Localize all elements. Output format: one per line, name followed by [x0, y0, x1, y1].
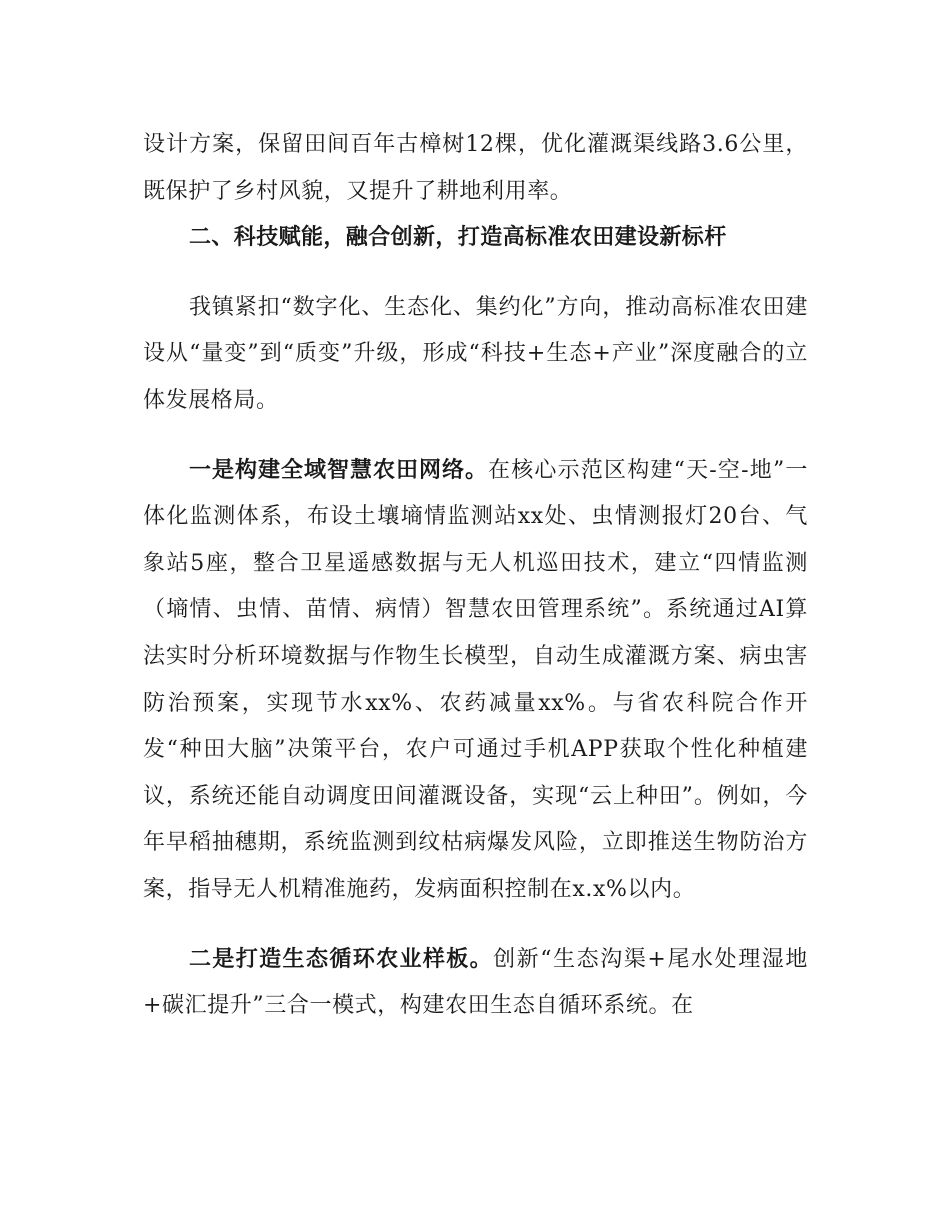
document-page: [143, 122, 808, 1030]
point-one-body: 在核心示范区构建“天-空-地”一体化监测体系，布设土壤墒情监测站xx处、虫情测报灯20台、气象站5座，整合卫星遥感数据与无人机巡田技术，建立“四情监测（墒情、虫情、苗情、病情）智慧农田管理系统”。系统通过AI算法实时分析环境数据与作物生长模型，自动生成灌溉方案、病虫害防治预案，实现节水xx%、农药减量xx%。与省农科院合作开发“种田大脑”决策平台，农户可通过手机APP获取个性化种植建议，系统还能自动调度田间灌溉设备，实现“云上种田”。例如，今年早稻抽穗期，系统监测到纹枯病爆发风险，立即推送生物防治方案，指导无人机精准施药，发病面积控制在x.x%以内。: [143, 457, 808, 902]
intro-paragraph: 我镇紧扣“数字化、生态化、集约化”方向，推动高标准农田建设从“量变”到“质变”升级，形成“科技+生态+产业”深度融合的立体发展格局。: [143, 294, 808, 413]
point-two-paragraph: [143, 937, 808, 1030]
point-two-body: 创新“生态沟渠+尾水处理湿地+碳汇提升”三合一模式，构建农田生态自循环系统。在: [143, 946, 808, 1019]
point-two-lead: 二是打造生态循环农业样板。: [189, 946, 494, 972]
point-one-lead: 一是构建全域智慧农田网络。: [189, 457, 489, 483]
paragraph-continuation: 设计方案，保留田间百年古樟树12棵，优化灌溉渠线路3.6公里，既保护了乡村风貌，又提升了耕地利用率。: [143, 132, 808, 204]
section-heading: 二、科技赋能，融合创新，打造高标准农田建设新标杆: [189, 225, 727, 251]
point-one-paragraph: [143, 448, 808, 914]
